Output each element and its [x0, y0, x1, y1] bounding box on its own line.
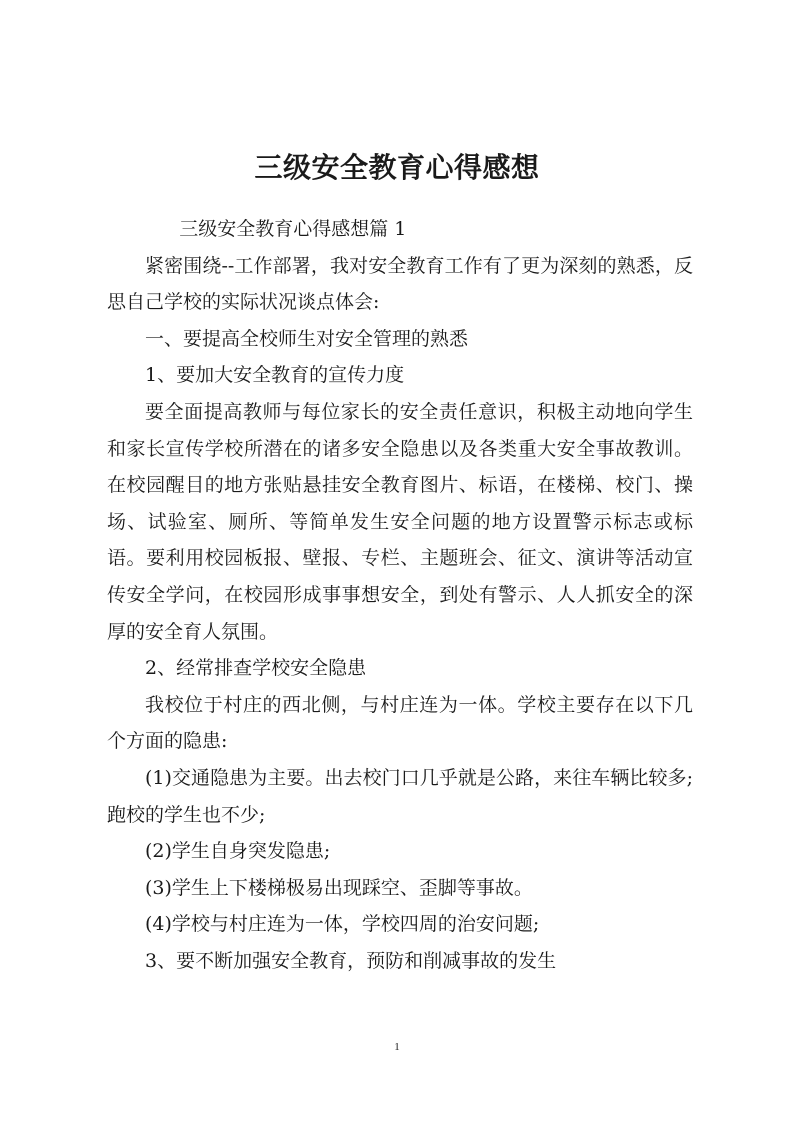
section-heading: 三级安全教育心得感想篇 1 — [179, 218, 407, 240]
body-paragraph: 我校位于村庄的西北侧，与村庄连为一体。学校主要存在以下几个方面的隐患: — [107, 693, 693, 753]
document-title: 三级安全教育心得感想 — [254, 151, 540, 184]
body-paragraph: 2、经常排查学校安全隐患 — [145, 657, 367, 680]
body-paragraph: 3、要不断加强安全教育，预防和削减事故的发生 — [145, 949, 557, 972]
body-paragraph: (2)学生自身突发隐患; — [145, 840, 331, 863]
body-paragraph: (1)交通隐患为主要。出去校门口几乎就是公路，来往车辆比较多;跑校的学生也不少; — [107, 766, 693, 826]
body-paragraph: 一、要提高全校师生对安全管理的熟悉 — [145, 327, 469, 350]
page-number: 1 — [394, 1041, 400, 1053]
document-body — [107, 211, 693, 979]
body-paragraph: 紧密围绕--工作部署，我对安全教育工作有了更为深刻的熟悉，反思自己学校的实际状况谈点体会: — [107, 254, 693, 314]
body-paragraph: 1、要加大安全教育的宣传力度 — [145, 364, 405, 387]
body-paragraph: (3)学生上下楼梯极易出现踩空、歪脚等事故。 — [145, 876, 533, 899]
body-paragraph: 要全面提高教师与每位家长的安全责任意识，积极主动地向学生和家长宣传学校所潜在的诸多安全隐患以及各类重大安全事故教训。在校园醒目的地方张贴悬挂安全教育图片、标语，在楼梯、校门、操场、试验室、厕所、等简单发生安全问题的地方设置警示标志或标语。要利用校园板报、壁报、专栏、主题班会、征文、演讲等活动宣传安全学问，在校园形成事事想安全，到处有警示、人人抓安全的深厚的安全育人氛围。 — [107, 400, 693, 643]
body-paragraph: (4)学校与村庄连为一体，学校四周的治安问题; — [145, 913, 540, 936]
